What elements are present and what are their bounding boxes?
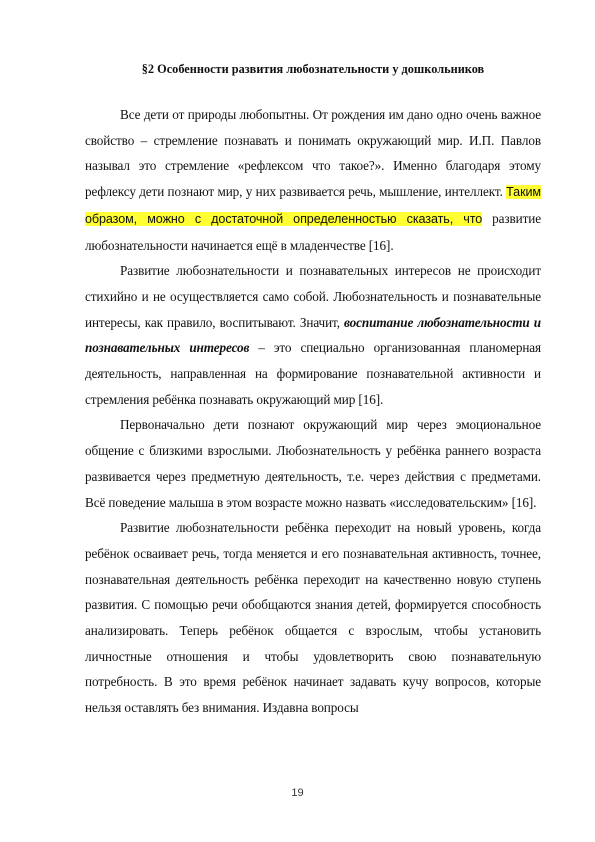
section-heading: §2 Особенности развития любознательности у дошкольников bbox=[141, 62, 485, 76]
paragraph-1-text-a: Все дети от природы любопытны. От рождения им дано одно очень важное свойство – стремление познавать и понимать окружающий мир. И.П. Павлов называл это стремление «рефлексом что такое?». Именно благодаря этому рефлексу дети познают мир, у них развивается речь, мышление, интеллект. bbox=[85, 107, 541, 200]
page-number: 19 bbox=[291, 787, 304, 799]
paragraph-2 bbox=[85, 258, 541, 412]
highlighted-text: Таким образом, можно с достаточной определенностью сказать, что bbox=[85, 185, 541, 226]
paragraph-1-text-b: развитие любознательности начинается ещё в младенчестве [16]. bbox=[85, 210, 541, 253]
paragraph-3: Первоначально дети познают окружающий мир через эмоциональное общение с близкими взрослыми. Любознательность у ребёнка раннего возраста развивается через предметную деятельность, т.е. через действия с предметами. Всё поведение малыша в этом возрасте можно назвать «исследовательским» [16]. bbox=[85, 417, 541, 510]
emphasized-term: воспитание любознательности и познавательных интересов bbox=[85, 314, 541, 356]
body-text bbox=[85, 102, 541, 721]
paragraph-2-text-b: – это специально организованная планомерная деятельность, направленная на формирование познавательной активности и стремления ребёнка познавать окружающий мир [16]. bbox=[85, 340, 541, 407]
paragraph-1 bbox=[85, 102, 541, 258]
paragraph-2-text-a: Развитие любознательности и познавательных интересов не происходит стихийно и не осуществляется само собой. Любознательность и познавательные интересы, как правило, воспитывают. Значит, bbox=[85, 263, 541, 330]
paragraph-4: Развитие любознательности ребёнка переходит на новый уровень, когда ребёнок осваивает речь, тогда меняется и его познавательная активность, точнее, познавательная деятельность ребёнка переходит на качественно новую ступень развития. С помощью речи обобщаются знания детей, формируется способность анализировать. Теперь ребёнок общается с взрослым, чтобы установить личностные отношения и чтобы удовлетворить свою познавательную потребность. В это время ребёнок начинает задавать кучу вопросов, которые нельзя оставлять без внимания. Издавна вопросы bbox=[85, 520, 541, 716]
